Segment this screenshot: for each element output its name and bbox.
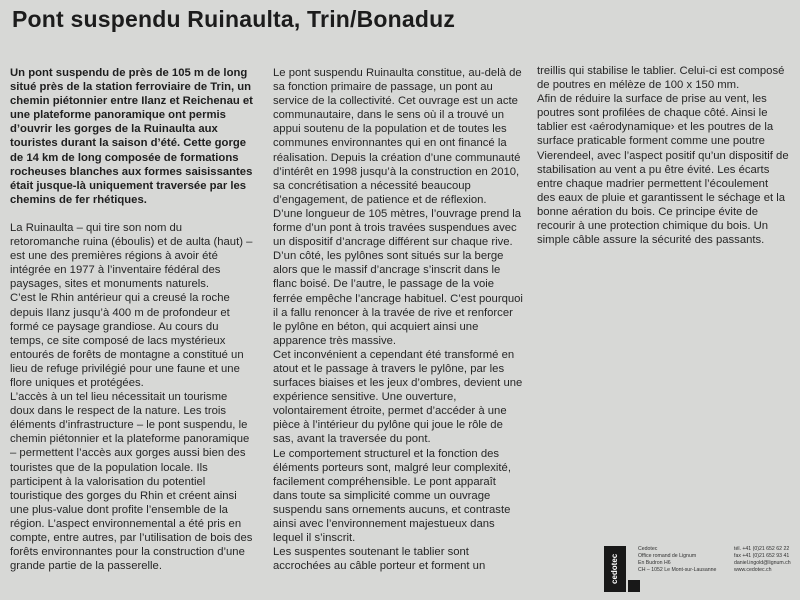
paragraph: La Ruinaulta – qui tire son nom du retoromanche ruina (éboulis) et de aulta (haut) – est une des premières régions à avoir été intégrée en 1977 à l’inventaire fédéral des paysages, sites et monuments naturels. [10, 221, 253, 291]
cedotec-logo: cedotec [604, 546, 626, 592]
paragraph: Le comportement structurel et la fonction des éléments porteurs sont, malgré leur complexité, facilement compréhensible. Le pont apparaît dans toute sa simplicité comme un ouvrage suspendu sans ornements aucuns, et contraste ainsi avec l’environnement majestueux dans lequel il s’inscrit. [273, 447, 511, 545]
lead-paragraph: Un pont suspendu de près de 105 m de long situé près de la station ferroviaire de Trin, un chemin piétonnier entre Ilanz et Reichenau et une plateforme panoramique ont permis d’ouvrir les gorges de la Ruinaulta aux touristes durant la saison d’été. Cette gorge de 14 km de long composée de formations rocheuses blanches aux formes saisissantes était jusque-là uniquement traversée par les chemins de fer rhétiques. [10, 67, 253, 206]
address-line: CH – 1052 Le Mont-sur-Lausanne [638, 567, 717, 573]
paragraph: Afin de réduire la surface de prise au vent, les poutres sont profilées de chaque côté. Ainsi le tablier est ‹aérodynamique› et les poutres de la surface praticable forment comme une poutre Vierendeel, avec l’aspect positif qu’un dispositif de stabilisation au vent a pu être évité. Les écarts entre chaque madrier permettent l’écoulement des eaux de pluie et garantissent le séchage et la bonne aération du bois. Ce principe évite de recourir à une protection chimique du bois. Un simple câble assure la sécurité des passants. [537, 93, 789, 247]
paragraph: Cet inconvénient a cependant été transformé en atout et le passage à travers le pylône, par les surfaces biaises et les jeux d’ombres, devient une expérience sensitive. Une ouverture, volontairement étroite, permet d’accéder à une pièce à l’intérieur du pylône qui joue le rôle de sas, avant la traversée du pont. [273, 348, 523, 446]
phone: tél. +41 (0)21 652 62 22 [734, 546, 790, 552]
article-title: Pont suspendu Ruinaulta, Trin/Bonaduz [12, 6, 456, 32]
website-link[interactable]: www.cedotec.ch [734, 567, 772, 573]
address-line: Office romand de Lignum [638, 553, 697, 559]
footer-address [638, 546, 728, 574]
column-1 [10, 66, 254, 573]
footer-contact [734, 546, 800, 574]
footer [604, 540, 800, 600]
column-2 [273, 66, 523, 573]
paragraph: D’une longueur de 105 mètres, l’ouvrage prend la forme d’un pont à trois travées suspendues avec un dispositif d’ancrage différent sur chaque rive. D’un côté, les pylônes sont situés sur la berge alors que le massif d’ancrage s’inscrit dans le flanc boisé. De l’autre, le passage de la voie ferrée empêche l’ancrage habituel. C’est pourquoi il a fallu renoncer à la travée de rive et renforcer le pylône en béton, qui acquiert ainsi une apparence très massive. [273, 207, 523, 347]
address-line: En Budron H6 [638, 560, 671, 566]
column-3 [537, 64, 789, 247]
email-link[interactable]: daniel.ingold@lignum.ch [734, 560, 791, 566]
paragraph: C’est le Rhin antérieur qui a creusé la roche depuis Ilanz jusqu’à 400 m de profondeur et formé ce paysage grandiose. Au cours du temps, ce site composé de lacs mystérieux entourés de forêts de montagne a constitué un lieu de refuge privilégié pour une faune et une flore uniques et protégées. [10, 292, 244, 389]
paragraph: Les suspentes soutenant le tablier sont accrochées au câble porteur et forment un [273, 546, 486, 573]
address-line: Cedotec [638, 546, 658, 552]
paragraph: Le pont suspendu Ruinaulta constitue, au-delà de sa fonction primaire de passage, un pont au service de la collectivité. Cet ouvrage est un acte communautaire, dans le sens où il a trouvé un appui soutenu de la population et de toutes les communes environnantes qui en ont financé la réalisation. Depuis la création d’une communauté d’intérêt en 1998 jusqu’à la construction en 2010, sa concrétisation a nécessité beaucoup d’engagement, de patience et de réflexion. [273, 67, 522, 206]
paragraph: treillis qui stabilise le tablier. Celui-ci est composé de poutres en mélèze de 100 x 150 mm. [537, 65, 785, 92]
paragraph: L’accès à un tel lieu nécessitait un tourisme doux dans le respect de la nature. Les trois éléments d’infrastructure – le pont suspendu, le chemin piétonnier et la plateforme panoramique – permettent l’accès aux gorges aussi bien des touristes que de la population locale. Ils participent à la valorisation du potentiel touristique des gorges du Rhin et créent ainsi une plus-value dont profite l’ensemble de la région. L’aspect environnemental a été pris en compte, entre autres, par l’utilisation de bois des forêts environnantes pour la construction d’une grande partie de la passerelle. [10, 391, 253, 573]
lignum-logo [628, 580, 640, 592]
fax: fax +41 (0)21 652 93 41 [734, 553, 790, 559]
